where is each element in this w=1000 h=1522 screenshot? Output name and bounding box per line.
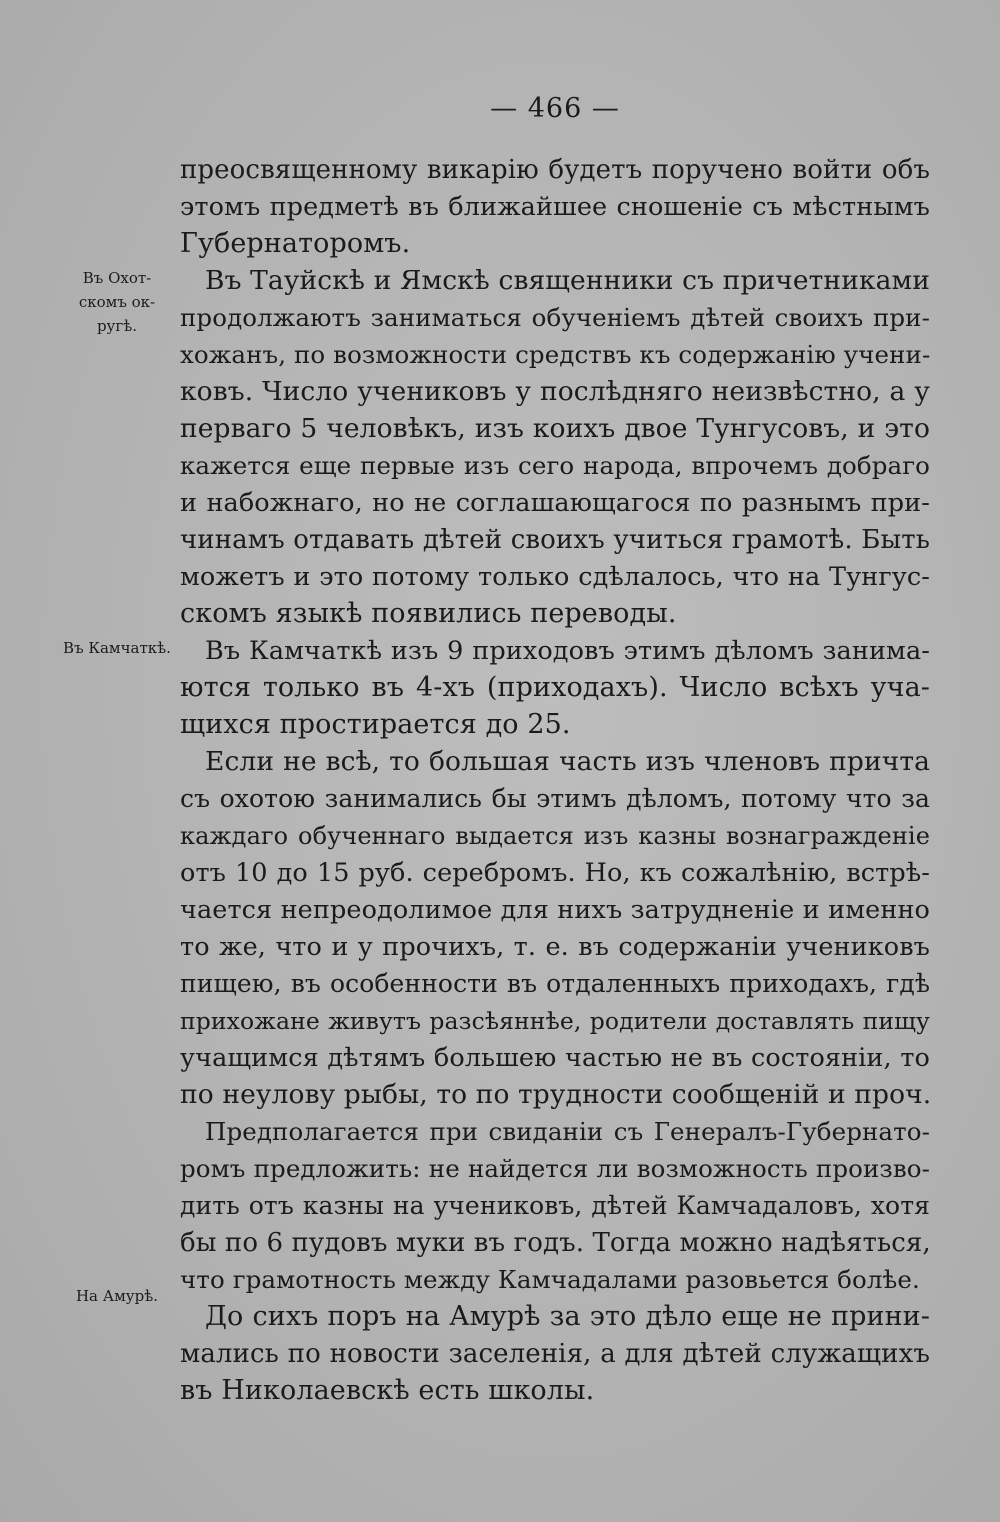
margin-note-line: ругѣ. bbox=[96, 317, 138, 335]
text-line: ются только въ 4-хъ (приходахъ). Число всѣхъ уча- bbox=[180, 672, 930, 703]
text-line: прихожане живутъ разсѣяннѣе, родители доставлять пищу bbox=[180, 1007, 930, 1035]
text-line: пищею, въ особенности въ отдаленныхъ приходахъ, гдѣ bbox=[180, 969, 930, 998]
text-line: преосвященному викарію будетъ поручено войти объ bbox=[180, 155, 930, 185]
text-line: ромъ предложить: не найдется ли возможность произво- bbox=[180, 1154, 930, 1183]
paragraph-first-line: Въ Тауйскѣ и Ямскѣ священники съ причетниками bbox=[205, 265, 930, 296]
text-line: кажется еще первые изъ сего народа, впрочемъ добраго bbox=[180, 451, 930, 480]
paragraph-first-line: Въ Камчаткѣ изъ 9 приходовъ этимъ дѣломъ занима- bbox=[205, 636, 930, 666]
text-line: щихся простирается до 25. bbox=[180, 709, 571, 740]
text-line: дить отъ казны на учениковъ, дѣтей Камчадаловъ, хотя bbox=[180, 1191, 930, 1220]
text-line: отъ 10 до 15 руб. серебромъ. Но, къ сожалѣнію, встрѣ- bbox=[180, 858, 930, 888]
text-line: учащимся дѣтямъ большею частью не въ состояніи, то bbox=[180, 1043, 930, 1073]
text-line: чается непреодолимое для нихъ затрудненіе и именно bbox=[180, 895, 930, 925]
text-line: хожанъ, по возможности средствъ къ содержанію учени- bbox=[180, 340, 931, 369]
text-line: ковъ. Число учениковъ у послѣдняго неизвѣстно, а у bbox=[180, 376, 930, 407]
text-line: мались по новости заселенія, а для дѣтей служащихъ bbox=[180, 1339, 930, 1369]
page-number: — 466 — bbox=[490, 93, 620, 124]
text-line: чинамъ отдавать дѣтей своихъ учиться грамотѣ. Быть bbox=[180, 525, 930, 555]
text-line: бы по 6 пудовъ муки въ годъ. Тогда можно надѣяться, bbox=[180, 1228, 931, 1258]
text-line: что грамотность между Камчадалами разовьется болѣе. bbox=[180, 1265, 920, 1294]
paragraph-first-line: Предполагается при свиданіи съ Генералъ-Губернато- bbox=[205, 1117, 930, 1146]
text-line: въ Николаевскѣ есть школы. bbox=[180, 1375, 595, 1406]
text-line: Губернаторомъ. bbox=[180, 228, 411, 259]
margin-note-okhotsk bbox=[56, 266, 178, 338]
margin-note-kamchatka: Въ Камчаткѣ. bbox=[63, 639, 171, 657]
text-line: продолжаютъ заниматься обученіемъ дѣтей своихъ при- bbox=[180, 303, 930, 332]
text-line: перваго 5 человѣкъ, изъ коихъ двое Тунгусовъ, и это bbox=[180, 413, 930, 444]
margin-note-line: Въ Охот- bbox=[82, 269, 152, 287]
text-line: можетъ и это потому только сдѣлалось, что на Тунгус- bbox=[180, 562, 930, 592]
margin-note-amur: На Амурѣ. bbox=[75, 1287, 159, 1305]
text-line: то же, что и у прочихъ, т. е. въ содержаніи учениковъ bbox=[180, 932, 930, 962]
text-line: этомъ предметѣ въ ближайшее сношеніе съ мѣстнымъ bbox=[180, 192, 930, 222]
text-line: съ охотою занимались бы этимъ дѣломъ, потому что за bbox=[180, 784, 930, 813]
text-line: каждаго обученнаго выдается изъ казны вознагражденіе bbox=[180, 822, 930, 850]
text-line: и набожнаго, но не соглашающагося по разнымъ при- bbox=[180, 488, 930, 518]
margin-note-line: скомъ ок- bbox=[78, 293, 156, 311]
paragraph-first-line: Если не всѣ, то большая часть изъ членовъ причта bbox=[205, 746, 930, 777]
text-line: по неулову рыбы, то по трудности сообщеній и проч. bbox=[180, 1079, 932, 1110]
paragraph-first-line: До сихъ поръ на Амурѣ за это дѣло еще не прини- bbox=[205, 1301, 930, 1332]
text-line: скомъ языкѣ появились переводы. bbox=[180, 598, 677, 629]
